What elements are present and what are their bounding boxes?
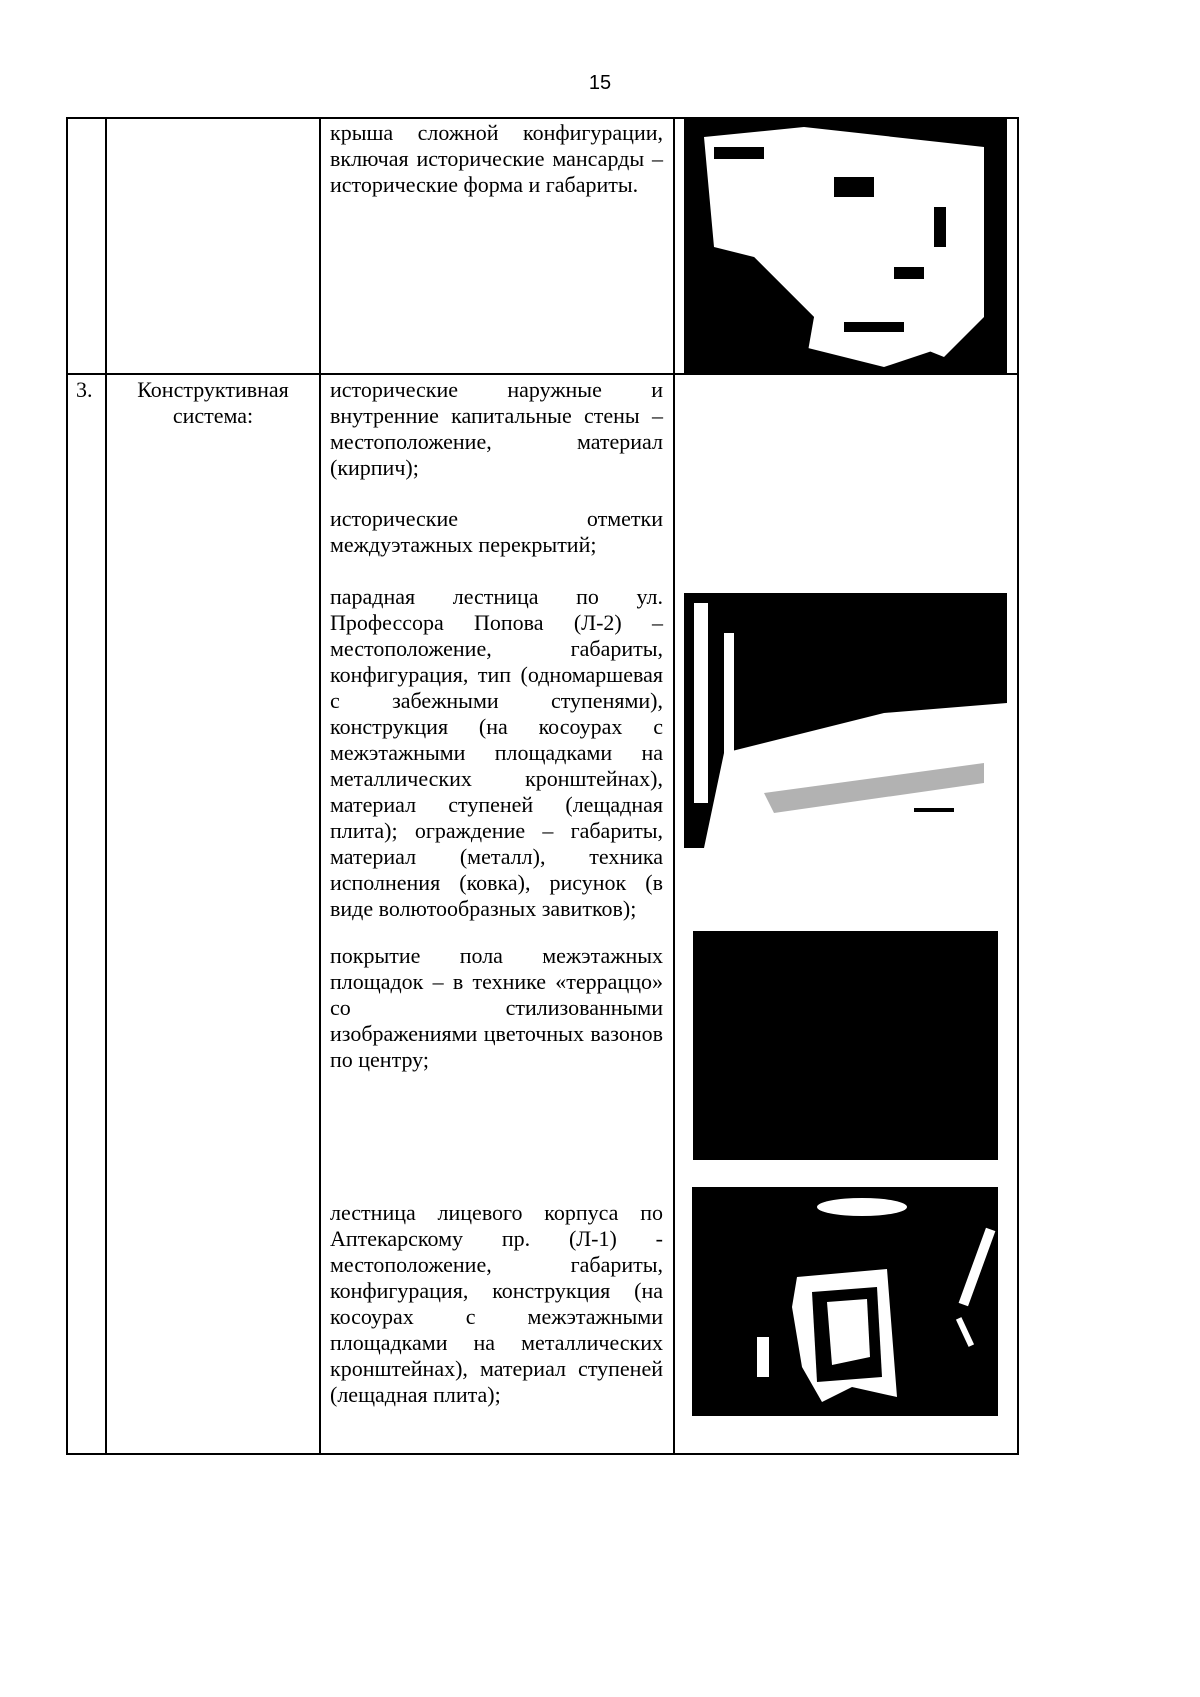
- description-paragraph: покрытие пола межэтажных площадок – в технике «терраццо» со стилизованными изображениями цветочных вазонов по центру;: [330, 943, 663, 1072]
- page-number: 15: [588, 72, 612, 94]
- description-paragraph: исторические отметки междуэтажных перекрытий;: [330, 506, 663, 557]
- construction-para-walls: [330, 377, 663, 481]
- description-paragraph: крыша сложной конфигурации, включая исторические мансарды – исторические форма и габариты.: [330, 120, 663, 197]
- construction-para-floors: [330, 506, 663, 558]
- row-number: 3.: [76, 377, 93, 402]
- staircase-landing-photo: [692, 1187, 998, 1416]
- description-paragraph: парадная лестница по ул. Профессора Попова (Л-2) – местоположение, габариты, конфигурация, тип (одномаршевая с забежными ступенями), конструкция (на косоурах с межэтажными площадками на металлических кронштейнах), материал ступеней (лещадная плита); ограждение – габариты, материал (металл), техника исполнения (ковка), рисунок (в виде волютообразных завитков);: [330, 584, 663, 921]
- staircase-photo: [684, 593, 1007, 848]
- terrazzo-floor-photo: [693, 931, 998, 1160]
- row-name: Конструктивная система:: [137, 377, 289, 428]
- description-paragraph: исторические наружные и внутренние капитальные стены – местоположение, материал (кирпич);: [330, 377, 663, 480]
- construction-para-front-stair: [330, 1200, 663, 1408]
- description-paragraph: лестница лицевого корпуса по Аптекарскому пр. (Л-1) - местоположение, габариты, конфигурация, конструкция (на косоурах с межэтажными площадками на металлических кронштейнах), материал ступеней (лещадная плита);: [330, 1200, 663, 1407]
- construction-para-main-stair: [330, 584, 663, 922]
- aerial-roof-photo: [684, 117, 1007, 374]
- construction-para-terrazzo: [330, 943, 663, 1073]
- row-continued-description: [330, 120, 663, 198]
